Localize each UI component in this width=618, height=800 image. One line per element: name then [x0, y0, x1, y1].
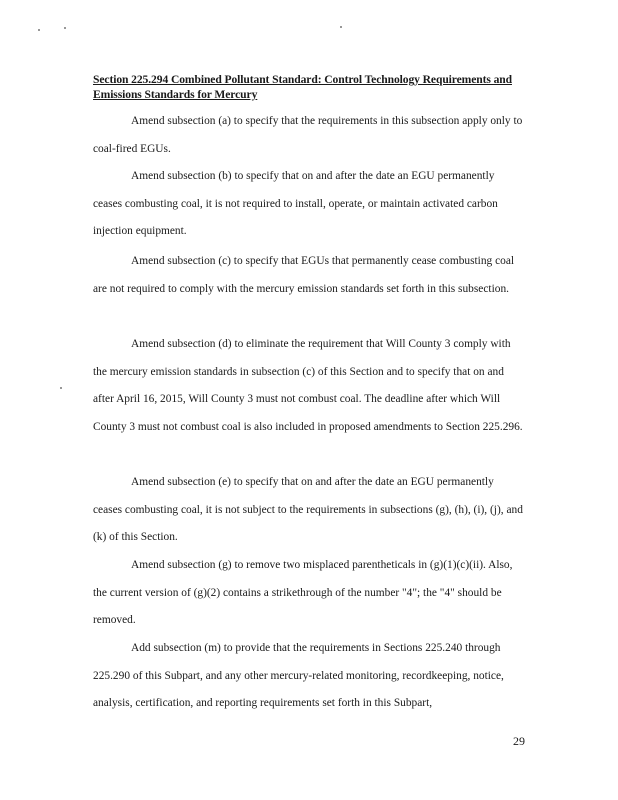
section-heading: Section 225.294 Combined Pollutant Standard: Control Technology Requirements and Emissions Standards for Mercury: [93, 73, 512, 101]
paragraph-subsection-c: Amend subsection (c) to specify that EGUs that permanently cease combusting coal are not required to comply with the mercury emission standards set forth in this subsection.: [93, 255, 515, 295]
paragraph-subsection-e: Amend subsection (e) to specify that on and after the date an EGU permanently ceases combusting coal, it is not subject to the requirements in subsections (g), (h), (i), (j), and (k) of this Section.: [93, 476, 523, 543]
page-number: 29: [513, 734, 525, 748]
paragraph-subsection-d: Amend subsection (d) to eliminate the requirement that Will County 3 comply with the mercury emission standards in subsection (c) of this Section and to specify that on and after April 16, 2015, Will County 3 must not combust coal. The deadline after which Will County 3 must not combust coal is also included in proposed amendments to Section 225.296.: [93, 338, 523, 433]
paragraph-subsection-a: Amend subsection (a) to specify that the requirements in this subsection apply only to coal-fired EGUs.: [93, 115, 523, 155]
paragraph-subsection-g: Amend subsection (g) to remove two misplaced parentheticals in (g)(1)(c)(ii). Also, the current version of (g)(2) contains a strikethrough of the number "4"; the "4" should be removed.: [93, 559, 513, 626]
paragraph-subsection-m: Add subsection (m) to provide that the requirements in Sections 225.240 through 225.290 of this Subpart, and any other mercury-related monitoring, recordkeeping, notice, analysis, certification, and reporting requirements set forth in this Subpart,: [93, 642, 504, 709]
paragraph-subsection-b: Amend subsection (b) to specify that on and after the date an EGU permanently ceases combusting coal, it is not required to install, operate, or maintain activated carbon injection equipment.: [93, 170, 498, 237]
